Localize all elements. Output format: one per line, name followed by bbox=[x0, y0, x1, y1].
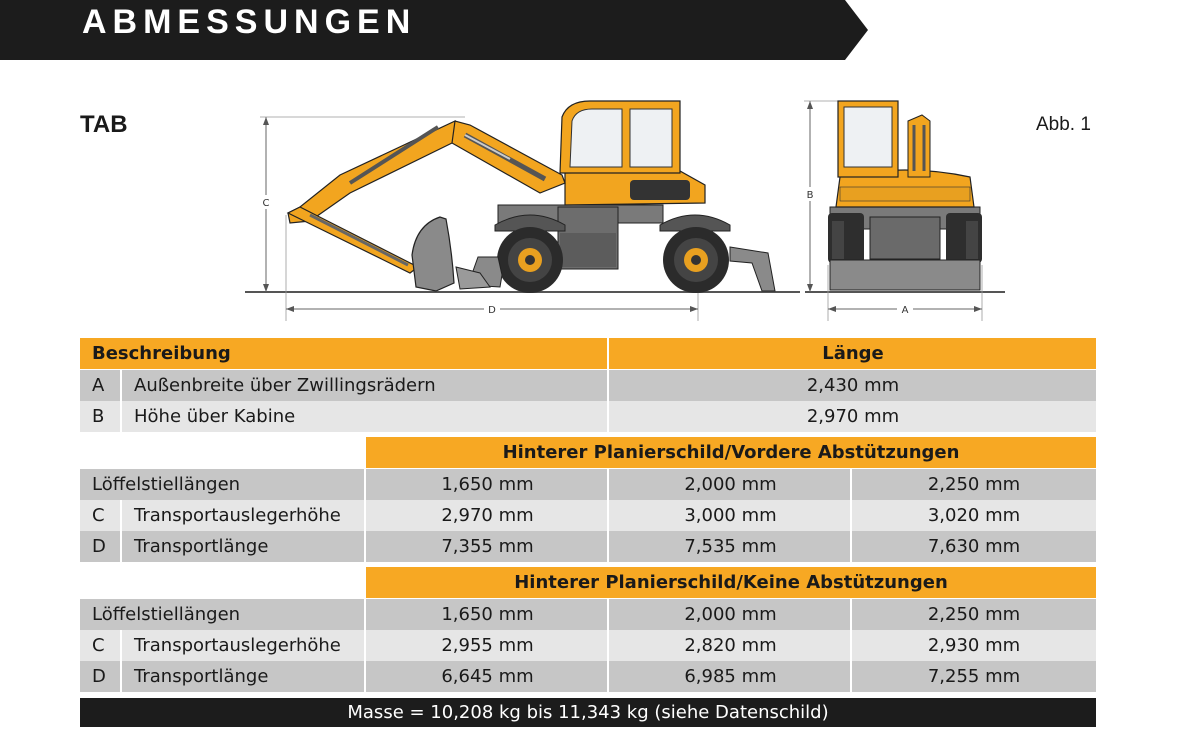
table3-row-d bbox=[80, 661, 1096, 692]
table2-title: Hinterer Planierschild/Vordere Abstützungen bbox=[366, 437, 1096, 468]
row-letter: C bbox=[92, 635, 105, 656]
table3-title-row bbox=[80, 567, 1096, 598]
row-value-3: 3,020 mm bbox=[927, 505, 1021, 526]
row-desc: Transportauslegerhöhe bbox=[134, 635, 341, 656]
dim-b-label: B bbox=[806, 190, 814, 201]
dipper-value-2: 2,000 mm bbox=[684, 474, 777, 495]
row-value: 2,970 mm bbox=[806, 406, 900, 427]
row-value-1: 2,970 mm bbox=[441, 505, 534, 526]
dim-a-label: A bbox=[901, 305, 909, 316]
table3-row-c bbox=[80, 630, 1096, 661]
mass-footer: Masse = 10,208 kg bis 11,343 kg (siehe Datenschild) bbox=[80, 698, 1096, 727]
dipper-value-1: 1,650 mm bbox=[441, 474, 534, 495]
table1-row-a bbox=[80, 370, 1096, 401]
row-desc: Außenbreite über Zwillingsrädern bbox=[134, 375, 436, 396]
excavator-drawing bbox=[240, 95, 1010, 325]
dim-d-label: D bbox=[488, 305, 496, 316]
row-value-2: 3,000 mm bbox=[684, 505, 777, 526]
row-letter: C bbox=[92, 505, 105, 526]
table1-row-b bbox=[80, 401, 1096, 432]
dipper-value-2: 2,000 mm bbox=[684, 604, 777, 625]
table3-dipper-row bbox=[80, 599, 1096, 630]
row-desc: Transportauslegerhöhe bbox=[134, 505, 341, 526]
row-value-2: 2,820 mm bbox=[684, 635, 777, 656]
row-letter: A bbox=[92, 375, 105, 396]
excavator-side-view bbox=[288, 101, 775, 293]
table3-title: Hinterer Planierschild/Keine Abstützungen bbox=[366, 567, 1096, 598]
dipper-label: Löffelstiellängen bbox=[92, 474, 241, 495]
row-value-1: 2,955 mm bbox=[441, 635, 534, 656]
table2-dipper-row bbox=[80, 469, 1096, 500]
row-value-2: 6,985 mm bbox=[684, 666, 777, 687]
row-value-3: 7,255 mm bbox=[927, 666, 1021, 687]
table2-row-c bbox=[80, 500, 1096, 531]
dipper-value-1: 1,650 mm bbox=[441, 604, 534, 625]
row-desc: Transportlänge bbox=[134, 536, 269, 557]
row-value-2: 7,535 mm bbox=[684, 536, 777, 557]
table1-header bbox=[80, 338, 1096, 369]
title-banner bbox=[0, 0, 870, 64]
section-label: TAB bbox=[80, 111, 128, 138]
table2-row-d bbox=[80, 531, 1096, 562]
row-value: 2,430 mm bbox=[806, 375, 900, 396]
dim-c-label: C bbox=[262, 198, 270, 209]
table1-header-value: Länge bbox=[822, 343, 884, 364]
figure-label: Abb. 1 bbox=[1036, 114, 1091, 135]
row-desc: Höhe über Kabine bbox=[134, 406, 296, 427]
row-letter: B bbox=[92, 406, 105, 427]
dipper-label: Löffelstiellängen bbox=[92, 604, 241, 625]
row-value-1: 6,645 mm bbox=[441, 666, 534, 687]
excavator-rear-view bbox=[828, 101, 982, 290]
row-value-1: 7,355 mm bbox=[441, 536, 534, 557]
row-desc: Transportlänge bbox=[134, 666, 269, 687]
table2-title-row bbox=[80, 437, 1096, 468]
dipper-value-3: 2,250 mm bbox=[927, 474, 1021, 495]
page-title: ABMESSUNGEN bbox=[82, 3, 417, 41]
row-value-3: 2,930 mm bbox=[927, 635, 1021, 656]
row-letter: D bbox=[92, 666, 106, 687]
table1-header-desc: Beschreibung bbox=[92, 343, 231, 364]
row-letter: D bbox=[92, 536, 106, 557]
row-value-3: 7,630 mm bbox=[927, 536, 1021, 557]
dipper-value-3: 2,250 mm bbox=[927, 604, 1021, 625]
